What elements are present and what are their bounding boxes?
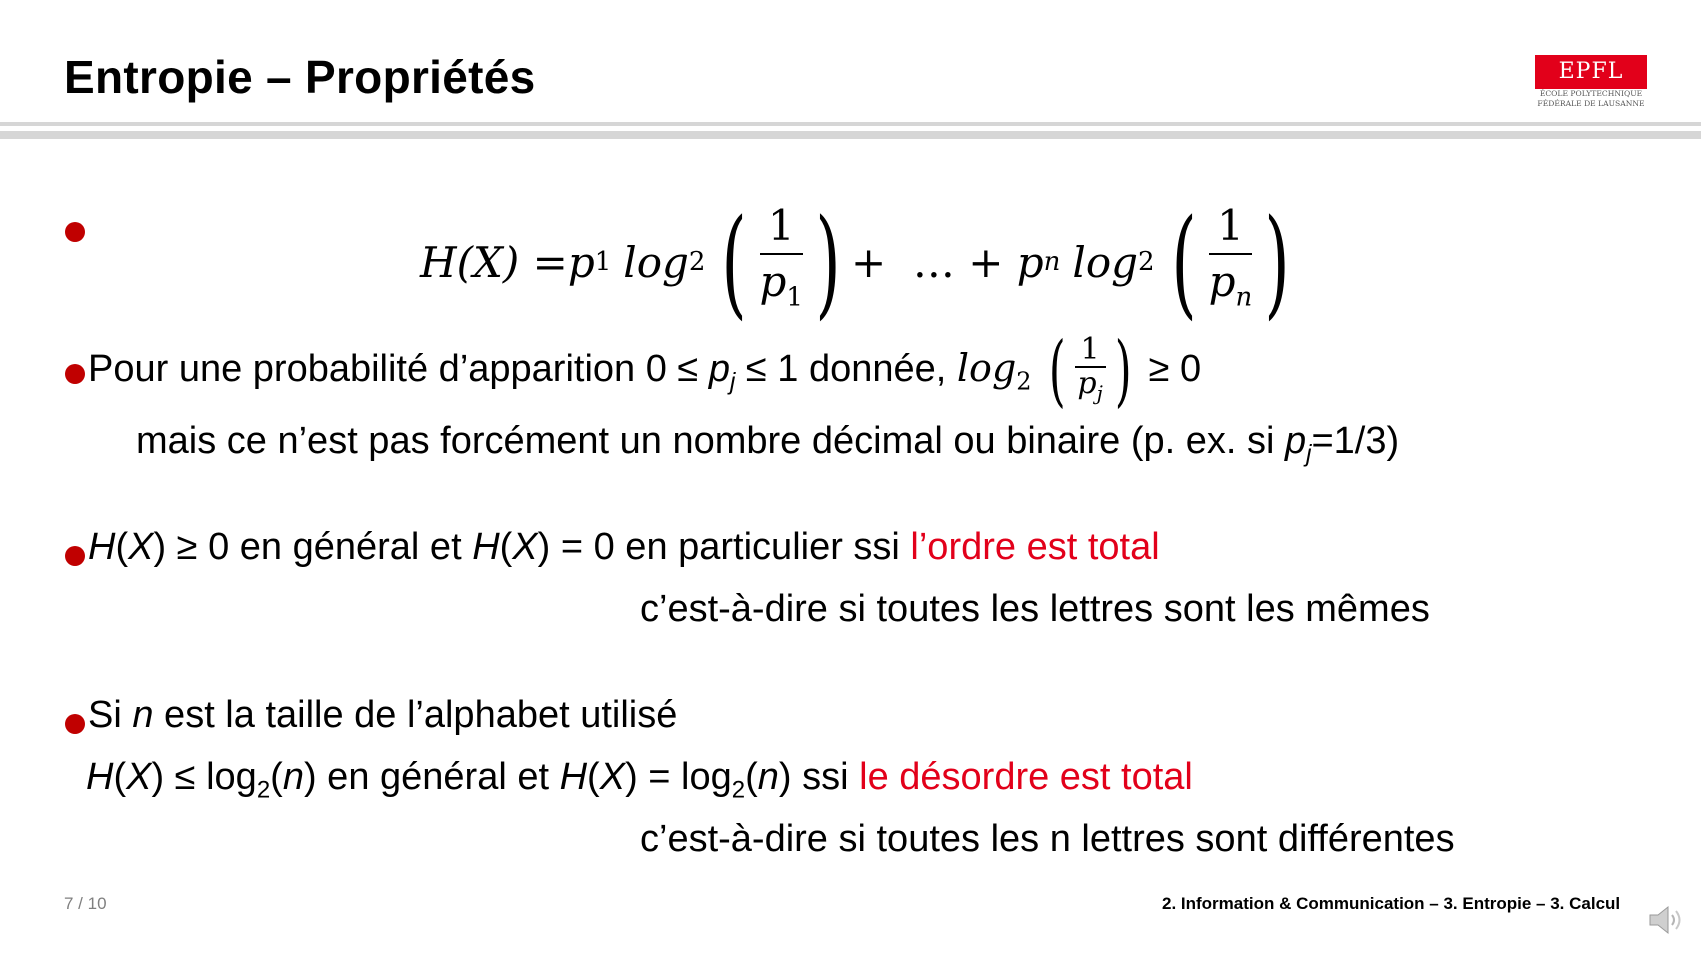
formula-p1: p <box>567 237 595 287</box>
formula-log2-sub: 2 <box>1138 247 1155 277</box>
bullet-dot <box>65 714 85 734</box>
text: Pour une probabilité d’apparition 0 ≤ <box>88 348 709 391</box>
var-x: X <box>126 756 152 798</box>
var-p: p <box>1284 420 1307 462</box>
epfl-logo-line1: ÉCOLE POLYTECHNIQUE <box>1539 89 1643 98</box>
bullet-2-line-1 <box>88 326 1202 417</box>
bullet-dot <box>65 364 85 384</box>
header-divider-top <box>0 122 1701 126</box>
text: ssi <box>791 756 860 798</box>
highlight-total-disorder: le désordre est total <box>859 756 1193 798</box>
formula-paren-open: ( <box>1170 193 1197 331</box>
formula-paren-open: ( <box>721 193 748 331</box>
fraction-den-sub: j <box>1096 380 1103 405</box>
text: en général et <box>316 756 560 798</box>
inline-fraction <box>1075 331 1106 409</box>
highlight-total-order: l’ordre est total <box>910 526 1160 568</box>
bullet-dot <box>65 222 85 242</box>
var-x: X <box>128 526 154 568</box>
var-n: n <box>132 694 154 736</box>
var-h: H <box>88 526 116 568</box>
var-h: H <box>86 756 114 798</box>
fraction-denominator <box>1077 365 1103 409</box>
bullet-4-line-3: c’est-à-dire si toutes les n lettres sont différentes <box>640 818 1455 860</box>
epfl-logo-text: EPFL <box>1558 59 1624 84</box>
slide-title: Entropie – Propriétés <box>64 51 536 103</box>
bullet-4-line-1 <box>88 692 677 738</box>
section-breadcrumb: 2. Information & Communication – 3. Entropie – 3. Calcul <box>1162 894 1621 913</box>
text: = 0 en particulier ssi <box>550 526 911 568</box>
log-sub: 2 <box>256 776 271 804</box>
var-x: X <box>512 526 538 568</box>
formula-pn: p <box>1016 237 1044 287</box>
page-number: 7 / 10 <box>64 894 107 913</box>
paren-close: ) <box>1114 326 1132 416</box>
formula-middle: + … + <box>850 237 1017 287</box>
formula-log1-sub: 2 <box>688 247 706 277</box>
bullet-3-line-2: c’est-à-dire si toutes les lettres sont les mêmes <box>640 588 1430 630</box>
epfl-logo-mark <box>1535 55 1647 89</box>
var-x: X <box>599 756 626 798</box>
header-divider-bottom <box>0 131 1701 139</box>
var-n: n <box>282 756 304 798</box>
var-p: p <box>708 348 730 391</box>
text: ≤ log <box>164 756 257 798</box>
var-j: j <box>729 368 736 396</box>
bullet-4-line-2: $H(X) \le \log_2(n)$ en général et $H(X) = \log_2(n)$ ssi le désordre est total <box>86 756 1193 804</box>
speaker-icon[interactable] <box>1648 904 1686 936</box>
formula-paren-close: ) <box>815 193 841 331</box>
formula-log2: log <box>1072 237 1139 287</box>
text: ≥ 0 <box>1138 348 1202 391</box>
text: mais ce n’est pas forcément un nombre décimal ou binaire (p. ex. si <box>136 420 1285 462</box>
formula-p1-sub: 1 <box>594 247 612 277</box>
formula-lhs: H(X) = <box>420 237 568 287</box>
paren-open: ( <box>1048 326 1066 416</box>
formula-log1: log <box>623 237 689 287</box>
log-sub: 2 <box>731 776 746 804</box>
bullet-dot <box>65 546 85 566</box>
fraction-numerator: 1 <box>1075 334 1106 368</box>
fraction-denominator <box>1209 255 1253 324</box>
fraction-numerator: 1 <box>1209 199 1252 255</box>
fraction-numerator: 1 <box>760 199 803 255</box>
formula-fraction-1 <box>759 199 802 324</box>
epfl-logo <box>1535 55 1647 111</box>
var-h: H <box>472 526 500 568</box>
formula-pn-sub: n <box>1043 247 1061 277</box>
var-h: H <box>559 756 588 798</box>
fraction-den-p: p <box>1077 365 1097 401</box>
bullet-2-line-2 <box>136 418 1399 478</box>
log-text: log <box>956 346 1017 391</box>
fraction-den-p: p <box>759 257 787 307</box>
text: Si <box>88 694 133 736</box>
bullet-3-line-1: H(X) ≥ 0 en général et H(X) = 0 en particulier ssi l’ordre est total <box>88 526 1160 568</box>
formula-fraction-n <box>1209 199 1253 324</box>
fraction-den-sub: n <box>1235 282 1253 313</box>
fraction-den-p: p <box>1208 257 1236 307</box>
text: ≤ 1 donnée, <box>735 348 957 391</box>
text: est la taille de l’alphabet utilisé <box>153 694 678 736</box>
text: = log <box>637 756 732 798</box>
var-j: j <box>1306 440 1312 468</box>
epfl-logo-line2: FÉDÉRALE DE LAUSANNE <box>1537 99 1645 108</box>
fraction-den-sub: 1 <box>786 282 803 313</box>
text: ≥ 0 en général et <box>166 526 473 568</box>
log-sub: 2 <box>1016 367 1032 396</box>
fraction-denominator <box>759 255 802 324</box>
text: =1/3) <box>1311 420 1400 462</box>
var-n: n <box>757 756 779 798</box>
formula-paren-close: ) <box>1264 193 1290 331</box>
entropy-formula <box>420 192 1300 332</box>
